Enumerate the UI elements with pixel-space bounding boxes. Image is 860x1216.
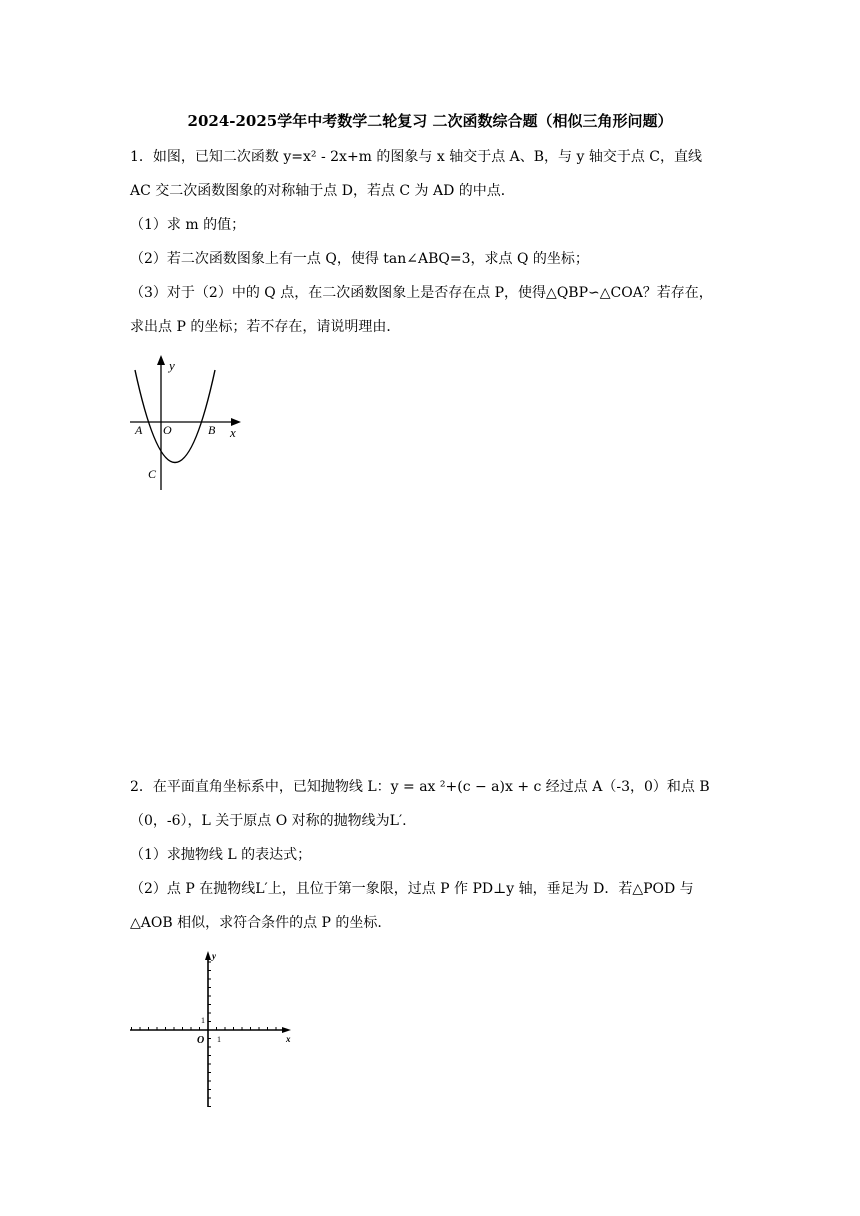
point-c-label: C (148, 467, 157, 481)
q2-coordinate-grid-figure (125, 945, 305, 1115)
q1-part3-line1: （3）对于（2）中的 Q 点，在二次函数图象上是否存在点 P，使得△QBP∽△COA？若存在， (130, 285, 713, 301)
q2-part1: （1）求抛物线 L 的表达式； (130, 847, 312, 863)
y-axis-label: y (212, 951, 216, 961)
x-axis-label: x (230, 425, 236, 440)
q1-part2: （2）若二次函数图象上有一点 Q，使得 tan∠ABQ=3，求点 Q 的坐标； (130, 251, 589, 267)
parabola-curve (135, 370, 215, 463)
x-unit-label: 1 (217, 1035, 221, 1044)
page-title: 2024-2025学年中考数学二轮复习 二次函数综合题（相似三角形问题） (187, 112, 673, 130)
q2-part2-line2: △AOB 相似，求符合条件的点 P 的坐标. (130, 915, 382, 931)
x-axis-label: x (286, 1034, 291, 1044)
q2-line1: 2．在平面直角坐标系中，已知抛物线 L：y = ax ²+(c − a)x + c 经过点 A（-3，0）和点 B (130, 779, 710, 795)
origin-label: O (163, 423, 172, 437)
q1-part1: （1）求 m 的值； (130, 217, 246, 233)
q1-line1: 1．如图，已知二次函数 y=x² - 2x+m 的图象与 x 轴交于点 A、B，与 y 轴交于点 C，直线 (130, 149, 703, 165)
q1-parabola-figure (125, 350, 255, 500)
y-axis-label: y (169, 358, 175, 373)
y-unit-label: 1 (201, 1016, 205, 1025)
point-a-label: A (135, 423, 143, 437)
origin-label: O (197, 1035, 205, 1046)
y-axis-arrow (157, 355, 165, 365)
point-b-label: B (208, 423, 216, 437)
q1-line2: AC 交二次函数图象的对称轴于点 D，若点 C 为 AD 的中点． (130, 183, 515, 199)
q2-line2: （0，-6），L 关于原点 O 对称的抛物线为L′. (130, 813, 407, 829)
x-axis-arrow (282, 1027, 291, 1033)
q2-part2-line1: （2）点 P 在抛物线L′上，且位于第一象限，过点 P 作 PD⊥y 轴，垂足为 D．若△POD 与 (130, 881, 694, 897)
q1-part3-line2: 求出点 P 的坐标；若不存在，请说明理由． (130, 319, 401, 335)
y-axis-arrow (205, 951, 211, 960)
